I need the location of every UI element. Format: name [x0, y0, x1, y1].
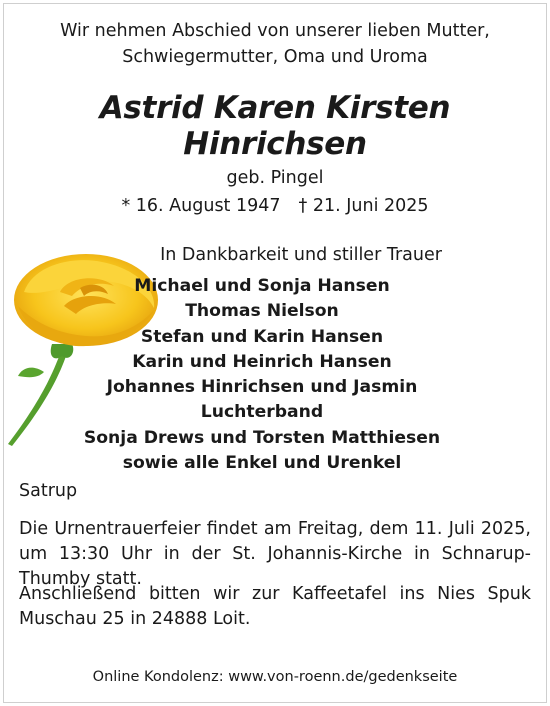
rose-leaf: [18, 368, 44, 378]
gratitude-line: In Dankbarkeit und stiller Trauer: [160, 245, 442, 265]
intro-text: [0, 18, 550, 70]
intro-line-2: Schwiegermutter, Oma und Uroma: [122, 47, 428, 67]
service-paragraph: Die Urnentrauerfeier findet am Freitag, dem 11. Juli 2025, um 13:30 Uhr in der St. Johannis-Kirche in Schnarup-Thumby statt.: [19, 519, 531, 589]
deceased-name-line-1: Astrid Karen Kirsten: [99, 90, 451, 126]
maiden-name: geb. Pingel: [226, 168, 324, 188]
mourner-item: Michael und Sonja Hansen: [134, 276, 390, 296]
intro-line-1: Wir nehmen Abschied von unserer lieben Mutter,: [60, 21, 490, 41]
life-dates: [0, 194, 550, 218]
mourner-item: sowie alle Enkel und Urenkel: [122, 453, 402, 474]
birth-date: * 16. August 1947: [121, 196, 281, 216]
mourner-item: Karin und Heinrich Hansen: [132, 351, 392, 372]
mourner-item: Thomas Nielson: [185, 301, 339, 322]
deceased-name-line-2: Hinrichsen: [183, 126, 367, 162]
mourner-item: Stefan und Karin Hansen: [140, 326, 384, 347]
mourner-item: Sonja Drews und Torsten Matthiesen: [83, 427, 441, 448]
deceased-name: [0, 90, 550, 162]
mourner-item: Johannes Hinrichsen und Jasmin Luchterband: [106, 377, 418, 423]
place-name: Satrup: [19, 481, 78, 501]
reception-paragraph: Anschließend bitten wir zur Kaffeetafel ins Nies Spuk Muschau 25 in 24888 Loit.: [19, 584, 531, 629]
mourners-list: [52, 274, 472, 476]
death-date: † 21. Juni 2025: [298, 196, 429, 216]
online-condolence: Online Kondolenz: www.von-roenn.de/gedenkseite: [92, 669, 458, 685]
